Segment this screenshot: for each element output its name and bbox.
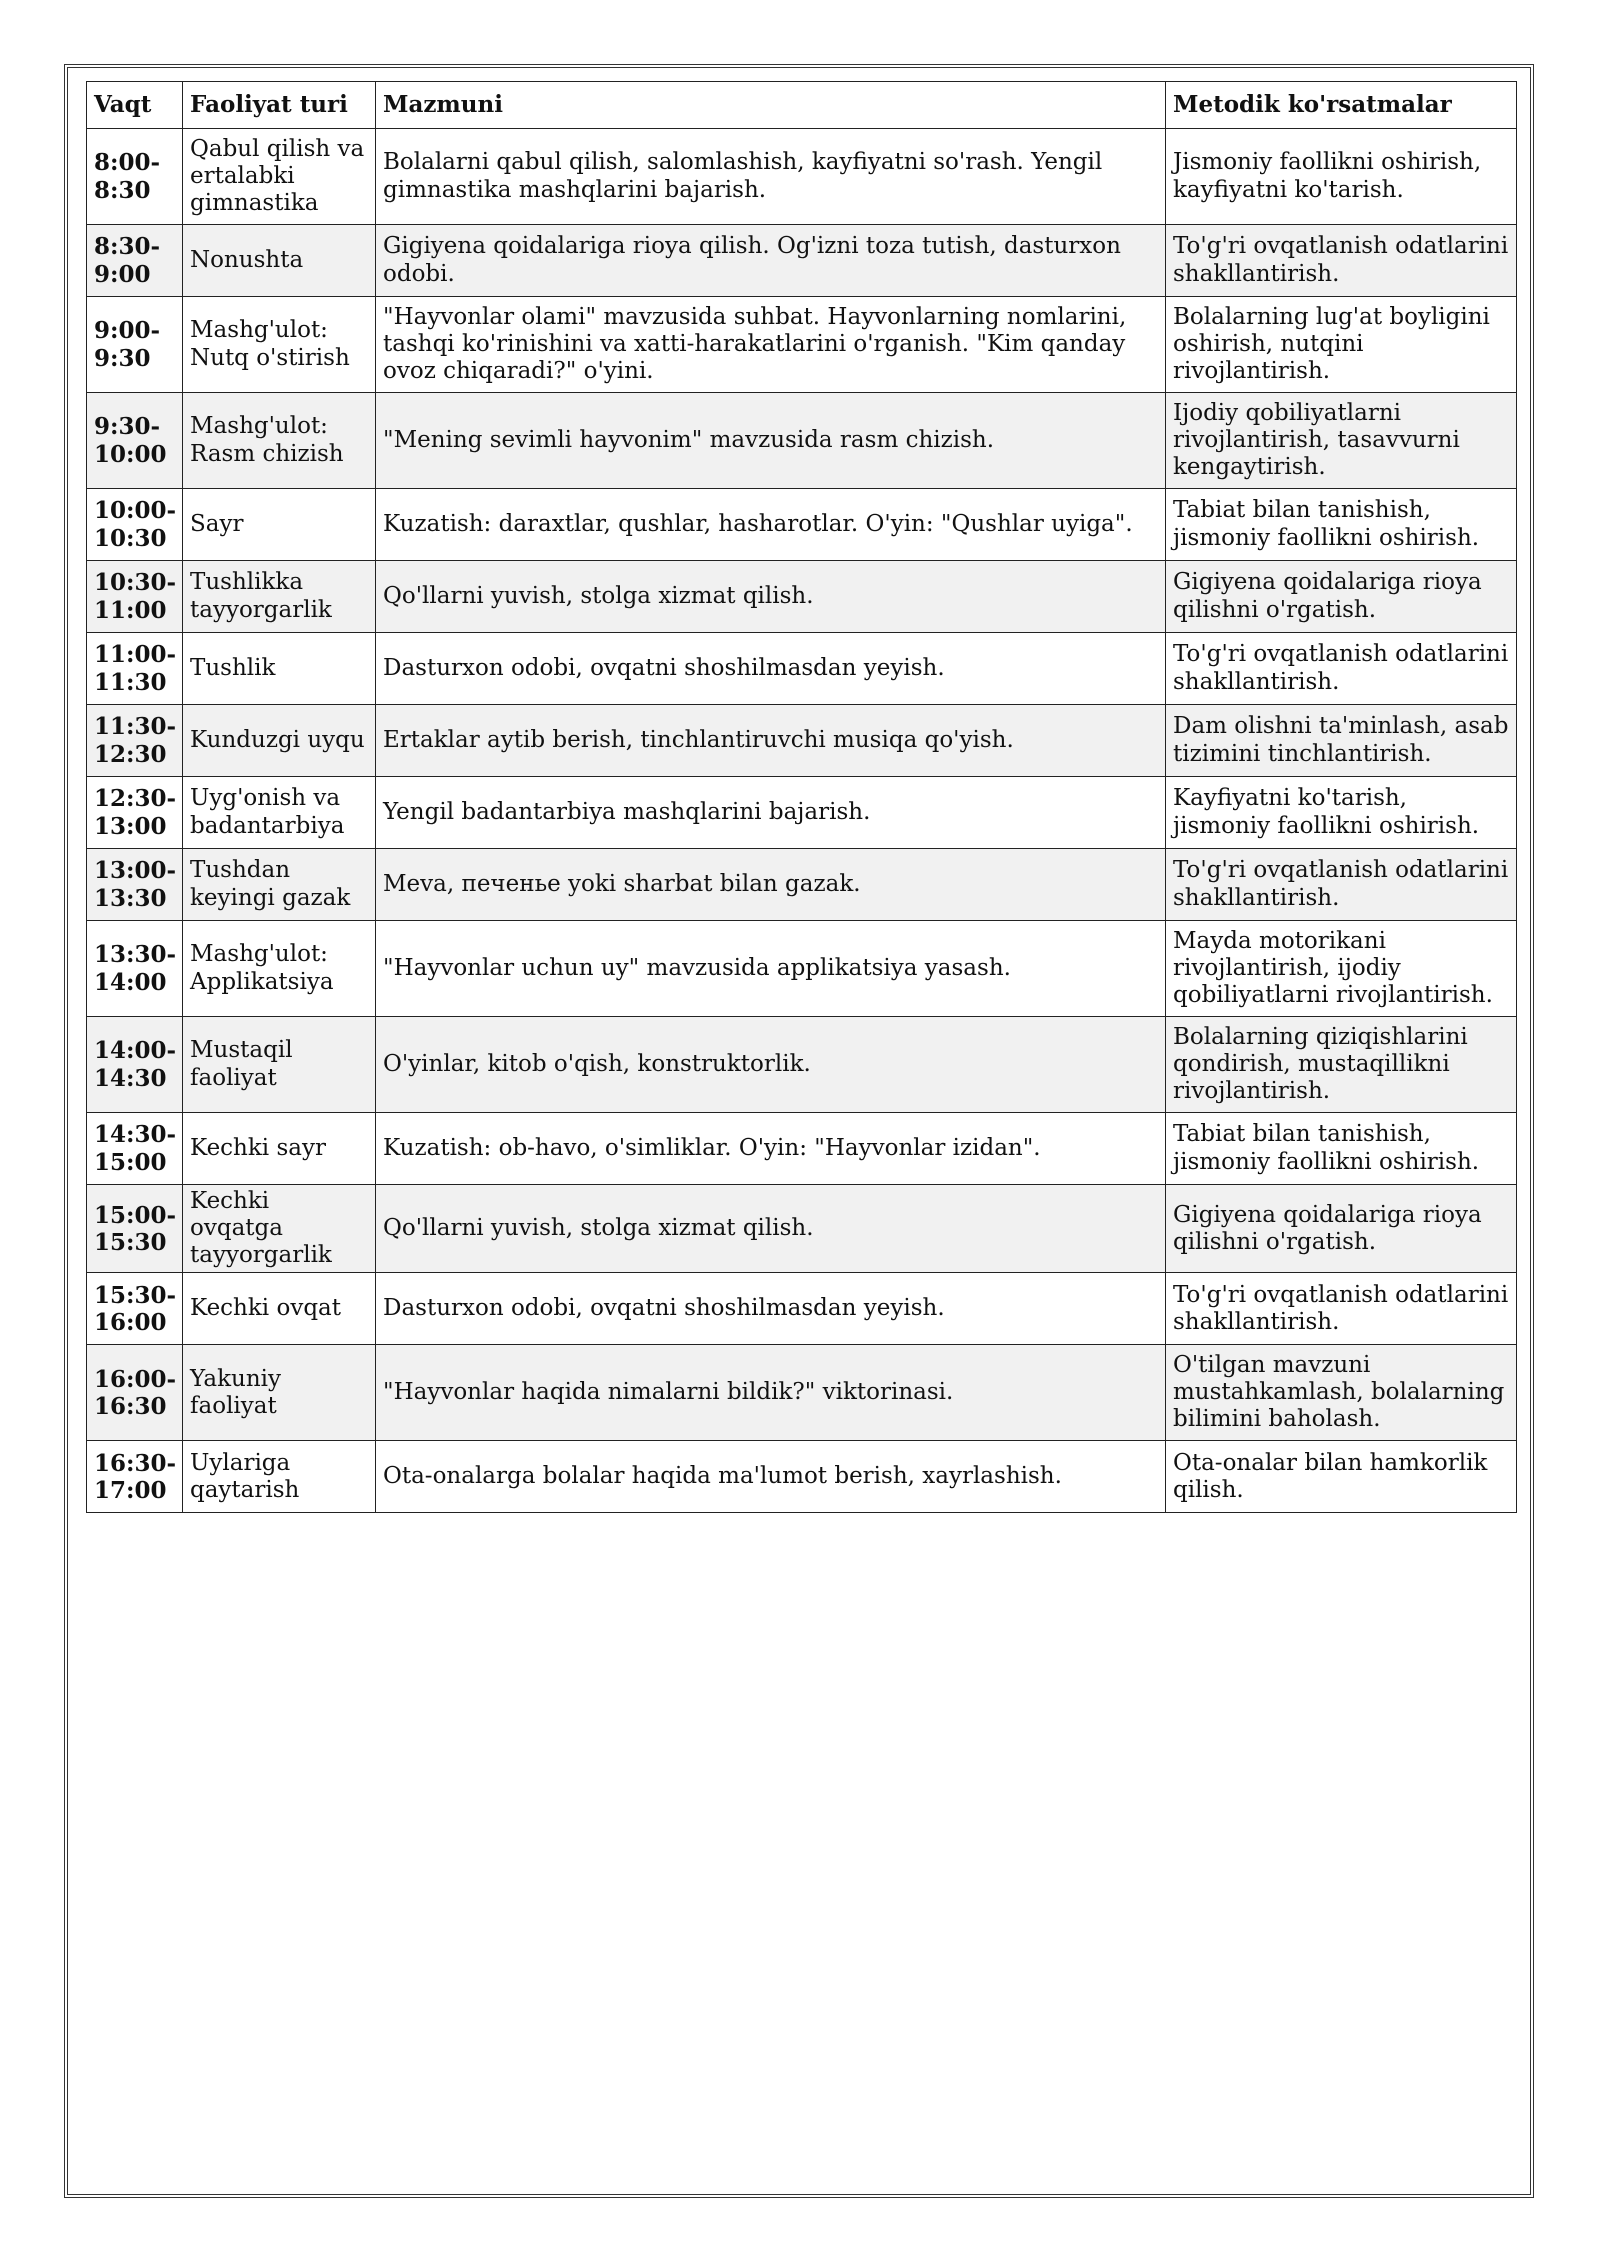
notes-cell: To'g'ri ovqatlanish odatlarini shakllantirish. (1166, 633, 1517, 705)
time-cell: 11:00-11:30 (87, 633, 183, 705)
table-row (87, 921, 1517, 1017)
daily-schedule-table (86, 81, 1517, 1513)
activity-cell: Qabul qilish va ertalabki gimnastika (183, 129, 376, 225)
time-cell: 16:30-17:00 (87, 1441, 183, 1513)
activity-cell: Kechki ovqat (183, 1273, 376, 1345)
table-row (87, 561, 1517, 633)
notes-cell: To'g'ri ovqatlanish odatlarini shakllantirish. (1166, 225, 1517, 297)
activity-cell: Kechki sayr (183, 1113, 376, 1185)
time-cell: 10:00-10:30 (87, 489, 183, 561)
header-time: Vaqt (87, 82, 183, 129)
content-cell: Bolalarni qabul qilish, salomlashish, kayfiyatni so'rash. Yengil gimnastika mashqlarini bajarish. (376, 129, 1166, 225)
activity-cell: Nonushta (183, 225, 376, 297)
notes-cell: To'g'ri ovqatlanish odatlarini shakllantirish. (1166, 1273, 1517, 1345)
table-row (87, 1017, 1517, 1113)
time-cell: 13:30-14:00 (87, 921, 183, 1017)
table-row (87, 489, 1517, 561)
activity-cell: Kunduzgi uyqu (183, 705, 376, 777)
table-row (87, 1273, 1517, 1345)
activity-cell: Sayr (183, 489, 376, 561)
content-cell: Ertaklar aytib berish, tinchlantiruvchi musiqa qo'yish. (376, 705, 1166, 777)
content-cell: "Hayvonlar olami" mavzusida suhbat. Hayvonlarning nomlarini, tashqi ko'rinishini va xatti-harakatlarini o'rganish. "Kim qanday ovoz chiqaradi?" o'yini. (376, 297, 1166, 393)
activity-cell: Tushdan keyingi gazak (183, 849, 376, 921)
time-cell: 8:30-9:00 (87, 225, 183, 297)
content-cell: Dasturxon odobi, ovqatni shoshilmasdan yeyish. (376, 633, 1166, 705)
time-cell: 8:00-8:30 (87, 129, 183, 225)
notes-cell: Tabiat bilan tanishish, jismoniy faollikni oshirish. (1166, 1113, 1517, 1185)
activity-cell: Mashg'ulot: Nutq o'stirish (183, 297, 376, 393)
notes-cell: Mayda motorikani rivojlantirish, ijodiy qobiliyatlarni rivojlantirish. (1166, 921, 1517, 1017)
content-cell: Meva, печенье yoki sharbat bilan gazak. (376, 849, 1166, 921)
table-header-row (87, 82, 1517, 129)
table-row (87, 633, 1517, 705)
header-methodical-notes: Metodik ko'rsatmalar (1166, 82, 1517, 129)
content-cell: Ota-onalarga bolalar haqida ma'lumot berish, xayrlashish. (376, 1441, 1166, 1513)
time-cell: 14:00-14:30 (87, 1017, 183, 1113)
table-row (87, 1441, 1517, 1513)
notes-cell: Gigiyena qoidalariga rioya qilishni o'rgatish. (1166, 1185, 1517, 1273)
table-row (87, 129, 1517, 225)
activity-cell: Tushlikka tayyorgarlik (183, 561, 376, 633)
notes-cell: O'tilgan mavzuni mustahkamlash, bolalarning bilimini baholash. (1166, 1345, 1517, 1441)
activity-cell: Uylariga qaytarish (183, 1441, 376, 1513)
activity-cell: Mustaqil faoliyat (183, 1017, 376, 1113)
activity-cell: Tushlik (183, 633, 376, 705)
activity-cell: Uyg'onish va badantarbiya (183, 777, 376, 849)
table-row (87, 297, 1517, 393)
table-row (87, 1185, 1517, 1273)
time-cell: 13:00-13:30 (87, 849, 183, 921)
time-cell: 16:00-16:30 (87, 1345, 183, 1441)
time-cell: 15:30-16:00 (87, 1273, 183, 1345)
time-cell: 10:30-11:00 (87, 561, 183, 633)
content-cell: Gigiyena qoidalariga rioya qilish. Og'izni toza tutish, dasturxon odobi. (376, 225, 1166, 297)
table-row (87, 1345, 1517, 1441)
content-cell: Qo'llarni yuvish, stolga xizmat qilish. (376, 561, 1166, 633)
notes-cell: Tabiat bilan tanishish, jismoniy faollikni oshirish. (1166, 489, 1517, 561)
content-cell: Kuzatish: ob-havo, o'simliklar. O'yin: "Hayvonlar izidan". (376, 1113, 1166, 1185)
time-cell: 14:30-15:00 (87, 1113, 183, 1185)
table-row (87, 849, 1517, 921)
content-cell: Kuzatish: daraxtlar, qushlar, hasharotlar. O'yin: "Qushlar uyiga". (376, 489, 1166, 561)
time-cell: 12:30-13:00 (87, 777, 183, 849)
time-cell: 15:00-15:30 (87, 1185, 183, 1273)
activity-cell: Mashg'ulot: Applikatsiya (183, 921, 376, 1017)
content-cell: "Hayvonlar uchun uy" mavzusida applikatsiya yasash. (376, 921, 1166, 1017)
table-row (87, 777, 1517, 849)
time-cell: 9:00-9:30 (87, 297, 183, 393)
time-cell: 11:30-12:30 (87, 705, 183, 777)
notes-cell: Kayfiyatni ko'tarish, jismoniy faollikni oshirish. (1166, 777, 1517, 849)
header-activity-type: Faoliyat turi (183, 82, 376, 129)
notes-cell: Gigiyena qoidalariga rioya qilishni o'rgatish. (1166, 561, 1517, 633)
content-cell: Dasturxon odobi, ovqatni shoshilmasdan yeyish. (376, 1273, 1166, 1345)
notes-cell: To'g'ri ovqatlanish odatlarini shakllantirish. (1166, 849, 1517, 921)
content-cell: Qo'llarni yuvish, stolga xizmat qilish. (376, 1185, 1166, 1273)
header-content: Mazmuni (376, 82, 1166, 129)
content-cell: Yengil badantarbiya mashqlarini bajarish. (376, 777, 1166, 849)
notes-cell: Bolalarning lug'at boyligini oshirish, nutqini rivojlantirish. (1166, 297, 1517, 393)
notes-cell: Dam olishni ta'minlash, asab tizimini tinchlantirish. (1166, 705, 1517, 777)
notes-cell: Ota-onalar bilan hamkorlik qilish. (1166, 1441, 1517, 1513)
notes-cell: Ijodiy qobiliyatlarni rivojlantirish, tasavvurni kengaytirish. (1166, 393, 1517, 489)
activity-cell: Mashg'ulot: Rasm chizish (183, 393, 376, 489)
activity-cell: Yakuniy faoliyat (183, 1345, 376, 1441)
table-row (87, 1113, 1517, 1185)
notes-cell: Jismoniy faollikni oshirish, kayfiyatni ko'tarish. (1166, 129, 1517, 225)
table-body (87, 129, 1517, 1513)
activity-cell: Kechki ovqatga tayyorgarlik (183, 1185, 376, 1273)
table-row (87, 225, 1517, 297)
time-cell: 9:30-10:00 (87, 393, 183, 489)
notes-cell: Bolalarning qiziqishlarini qondirish, mustaqillikni rivojlantirish. (1166, 1017, 1517, 1113)
content-cell: O'yinlar, kitob o'qish, konstruktorlik. (376, 1017, 1166, 1113)
table-row (87, 393, 1517, 489)
table-row (87, 705, 1517, 777)
content-cell: "Mening sevimli hayvonim" mavzusida rasm chizish. (376, 393, 1166, 489)
content-cell: "Hayvonlar haqida nimalarni bildik?" viktorinasi. (376, 1345, 1166, 1441)
